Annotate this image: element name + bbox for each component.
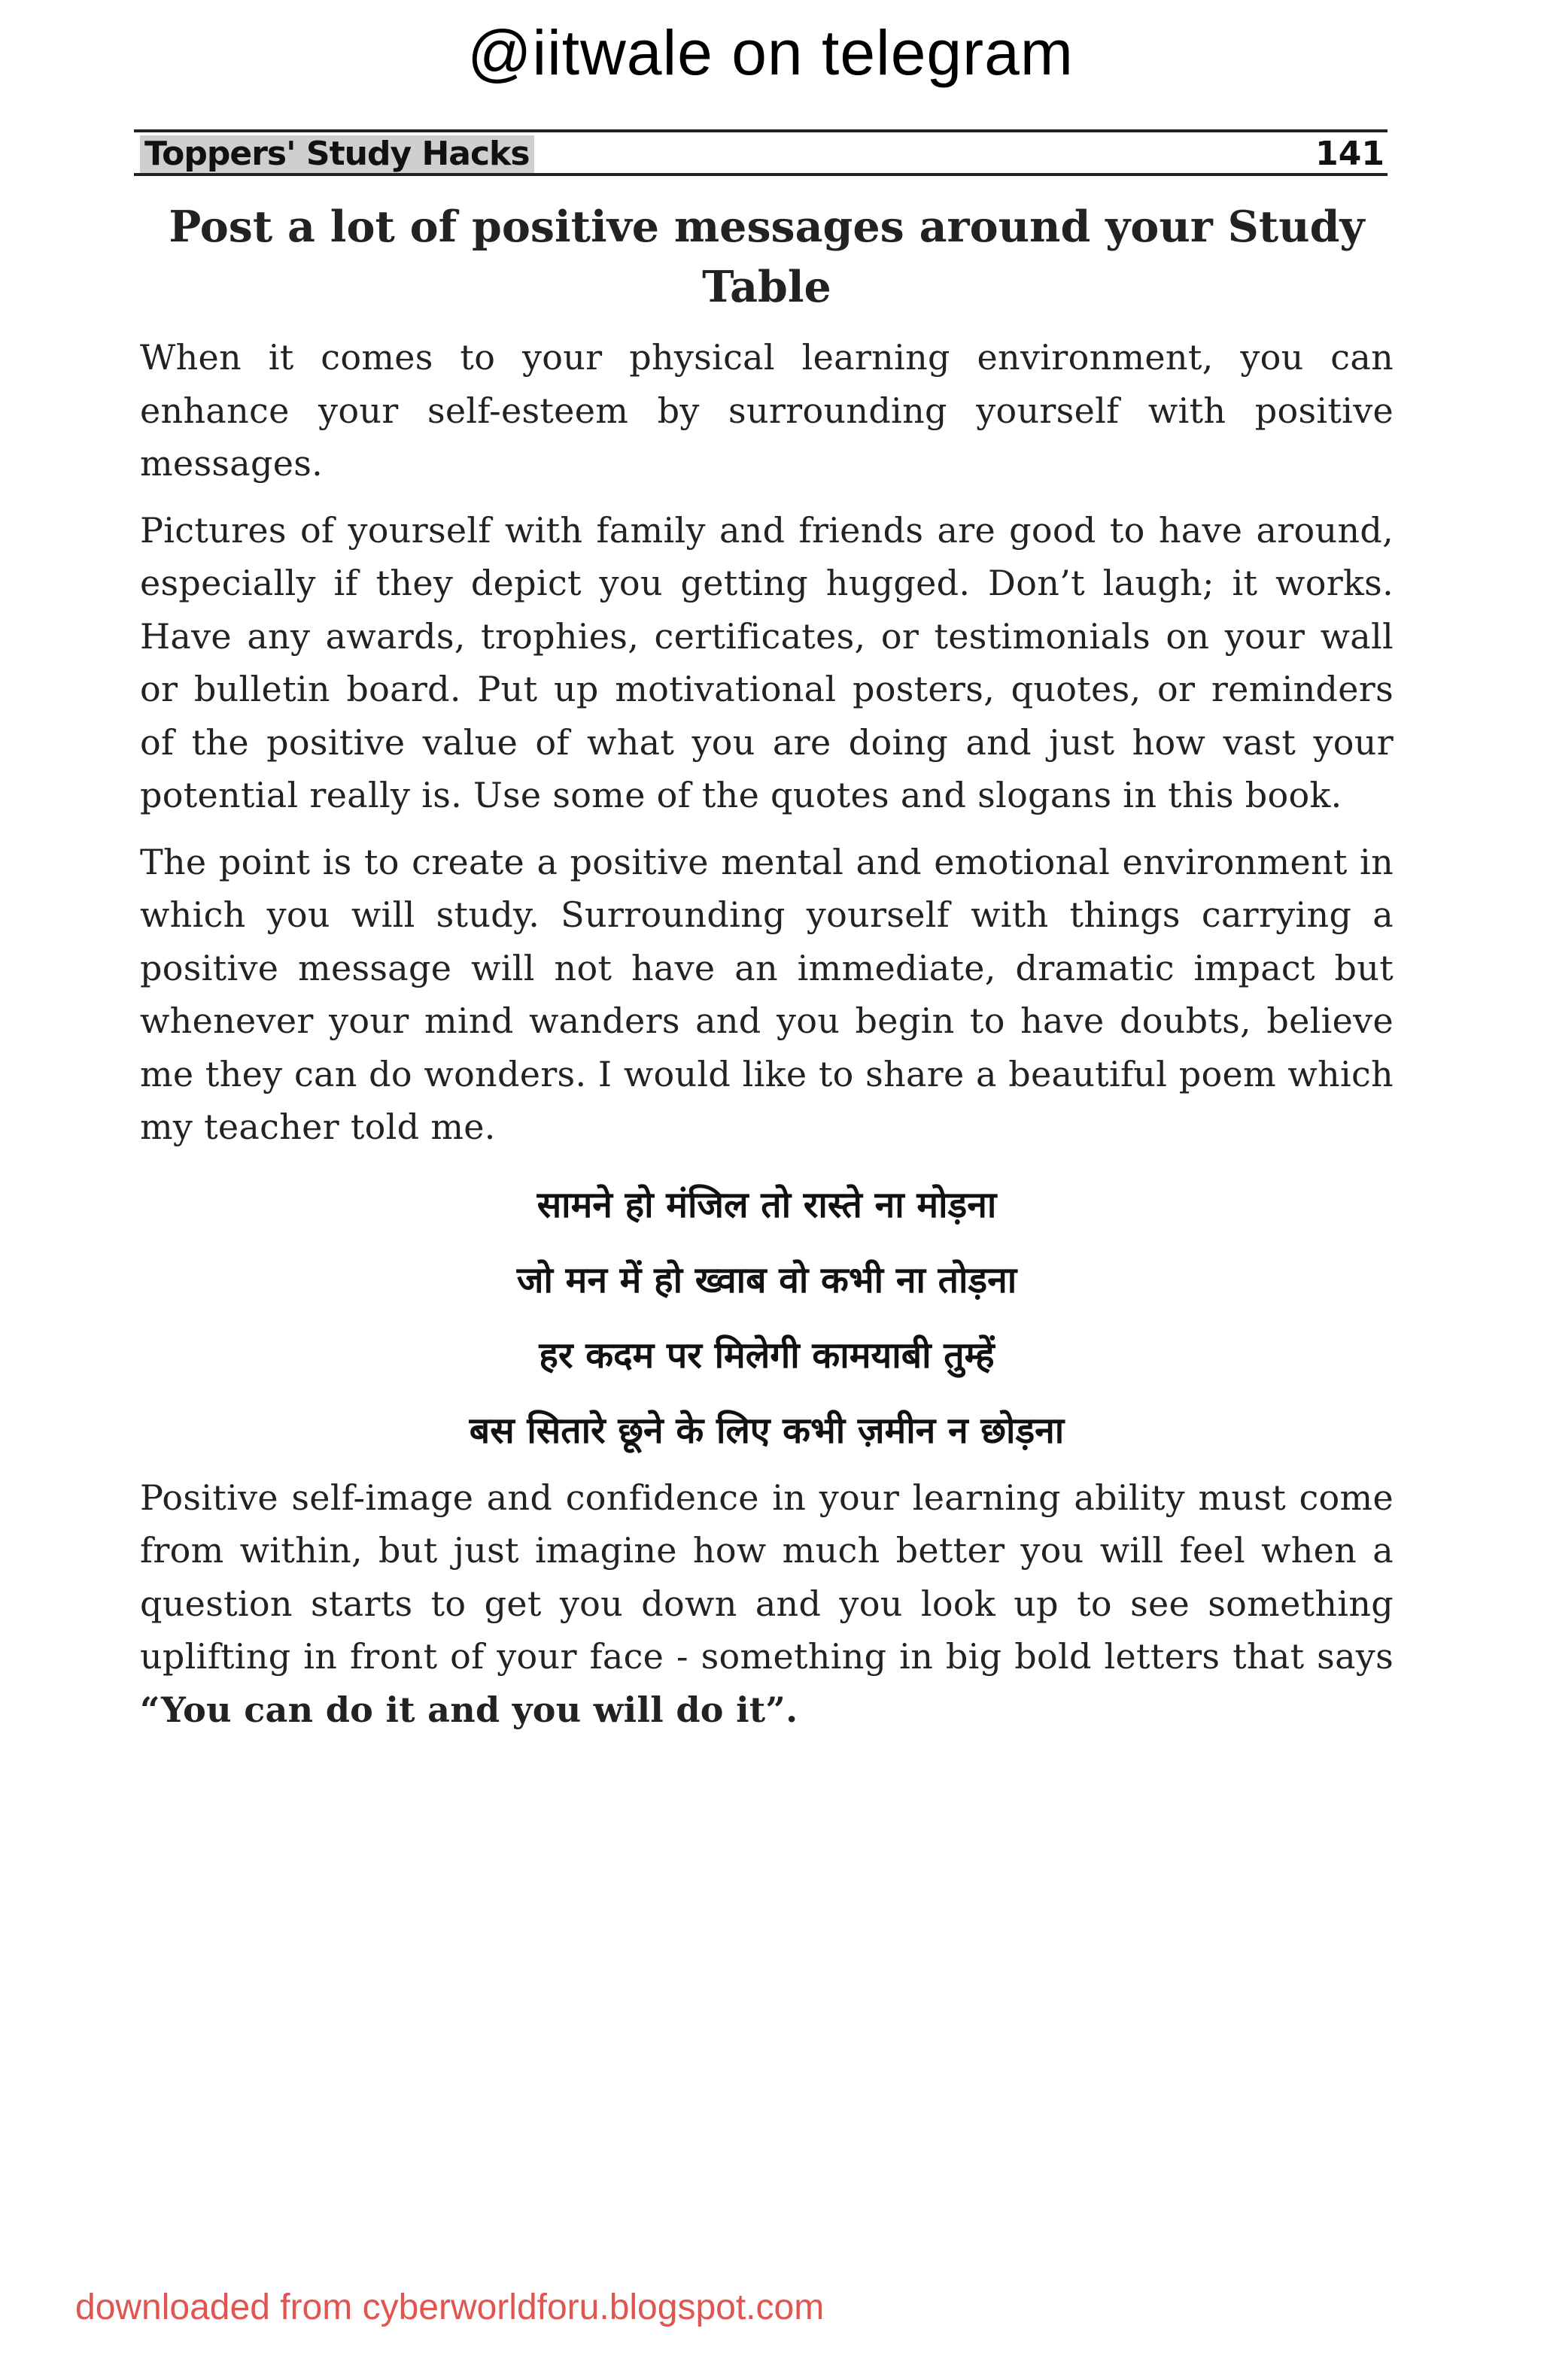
body-paragraph: Pictures of yourself with family and friends are good to have around, especially if they depict you getting hugged. Don’t laugh; it works. Have any awards, trophies, certificates, or testimonials on your wall or bulletin board. Put up motivational posters, quotes, or reminders of the positive value of what you are doing and just how vast your potential really is. Use some of the quotes and slogans in this book. bbox=[140, 509, 1394, 815]
section-heading: Post a lot of positive messages around your Study Table bbox=[169, 202, 1365, 312]
page-content bbox=[140, 197, 1394, 1750]
bold-quote: “You can do it and you will do it”. bbox=[140, 1689, 798, 1730]
closing-paragraph bbox=[140, 1471, 1394, 1737]
page-number: 141 bbox=[1315, 135, 1384, 173]
download-source-watermark: downloaded from cyberworldforu.blogspot.com bbox=[75, 2287, 825, 2327]
closing-paragraph-text: Positive self-image and confidence in your learning ability must come from within, but just imagine how much better you will feel when a question starts to get you down and you look up to see something uplifting in front of your face - something in big bold letters that says bbox=[140, 1477, 1394, 1677]
hindi-poem bbox=[140, 1167, 1394, 1468]
poem-line: सामने हो मंजिल तो रास्ते ना मोड़ना bbox=[536, 1183, 997, 1226]
poem-line: बस सितारे छूने के लिए कभी ज़मीन न छोड़ना bbox=[469, 1409, 1065, 1452]
telegram-watermark: @iitwale on telegram bbox=[467, 17, 1074, 88]
poem-line: हर कदम पर मिलेगी कामयाबी तुम्हें bbox=[539, 1334, 995, 1377]
body-paragraph: The point is to create a positive mental and emotional environment in which you will study. Surrounding yourself with things carrying a positive message will not have an immediate, dramatic impact but whenever your mind wanders and you begin to have doubts, believe me they can do wonders. I would like to share a beautiful poem which my teacher told me. bbox=[140, 841, 1394, 1147]
running-header bbox=[134, 129, 1388, 176]
poem-line: जो मन में हो ख्वाब वो कभी ना तोड़ना bbox=[516, 1258, 1017, 1301]
book-title: Toppers' Study Hacks bbox=[140, 135, 534, 173]
body-paragraph: When it comes to your physical learning environment, you can enhance your self-esteem by surrounding yourself with positive messages. bbox=[140, 337, 1394, 484]
